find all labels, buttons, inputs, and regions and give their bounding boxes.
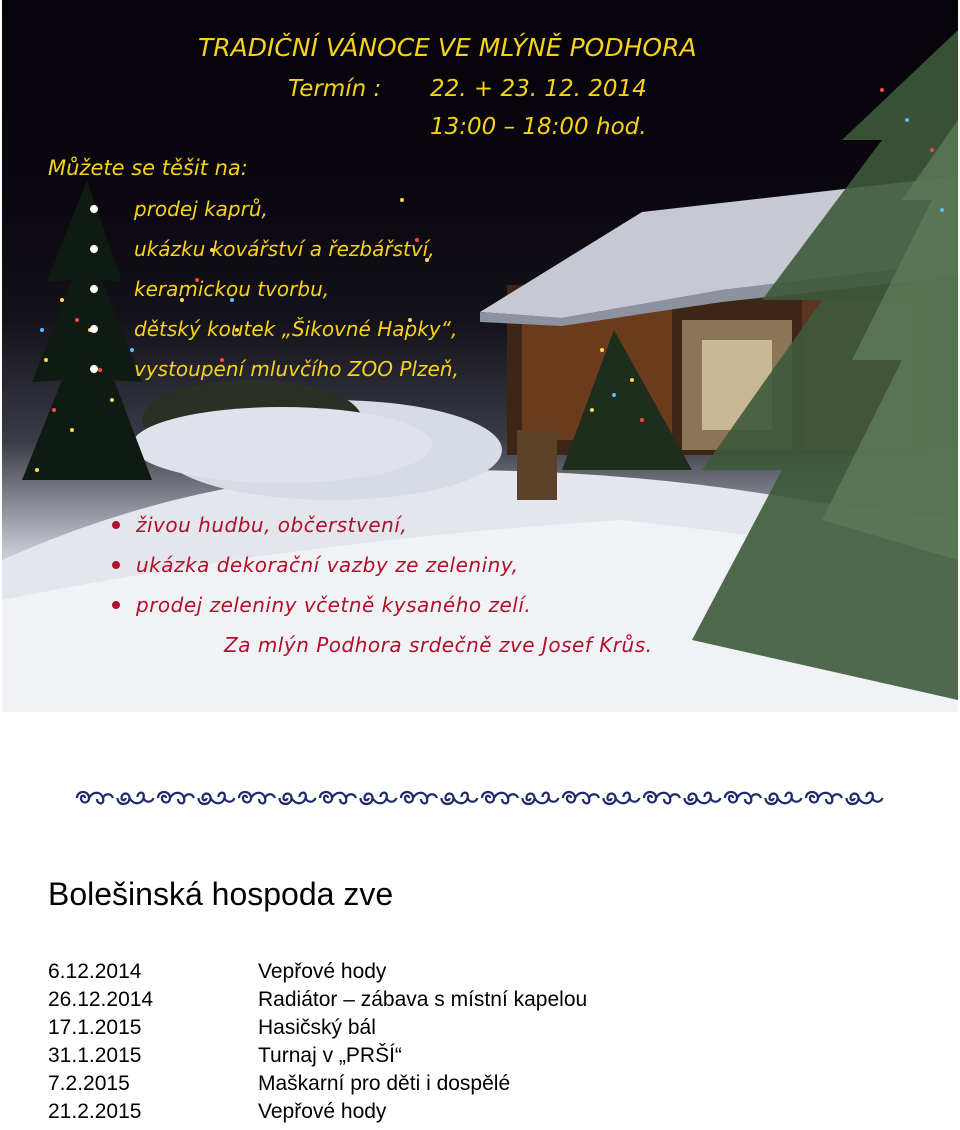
divider-ornament-icon (523, 793, 559, 804)
event-date: 26.12.2014 (48, 988, 154, 1011)
list-item (88, 234, 459, 274)
divider-ornament-icon (766, 793, 802, 804)
divider-ornament-icon (685, 793, 721, 804)
list-item (88, 274, 459, 314)
list-item (88, 354, 459, 394)
attraction-label: ukázku kovářství a řezbářství, (134, 237, 435, 261)
event-date: 17.1.2015 (48, 1016, 142, 1039)
bullet-icon (90, 325, 98, 333)
divider-ornament-icon (644, 792, 680, 803)
table-row (48, 958, 587, 986)
event-date: 21.2.2015 (48, 1100, 142, 1123)
divider-ornament-icon (158, 792, 194, 803)
extra-label: prodej zeleniny včetně kysaného zelí. (136, 593, 532, 617)
table-row (48, 1070, 587, 1098)
divider-ornament-icon (604, 793, 640, 804)
event-name: Vepřové hody (258, 960, 387, 983)
divider-ornament-icon (199, 793, 235, 804)
divider-ornament-icon (442, 793, 478, 804)
divider-ornament-icon (361, 793, 397, 804)
events-table (48, 958, 587, 1126)
event-name: Vepřové hody (258, 1100, 387, 1123)
divider-ornament-icon (482, 792, 518, 803)
poster-title: TRADIČNÍ VÁNOCE VE MLÝNĚ PODHORA (198, 33, 697, 62)
bullet-icon (90, 245, 98, 253)
divider-ornament-icon (280, 793, 316, 804)
divider-ornament-icon (320, 792, 356, 803)
hospoda-title: Bolešinská hospoda zve (48, 876, 394, 912)
divider-ornament-icon (806, 792, 842, 803)
list-item (88, 194, 459, 234)
list-item (112, 550, 531, 590)
divider-ornament-icon (563, 792, 599, 803)
attraction-label: dětský koutek „Šikovné Hapky“, (134, 317, 458, 341)
termin-label: Termín : (288, 76, 382, 102)
extra-label: ukázka dekorační vazby ze zeleniny, (136, 553, 519, 577)
termin-time: 13:00 – 18:00 hod. (430, 114, 647, 140)
event-name: Maškarní pro děti i dospělé (258, 1072, 511, 1095)
table-row (48, 1014, 587, 1042)
event-date: 7.2.2015 (48, 1072, 130, 1095)
bullet-icon (112, 521, 120, 529)
bullet-icon (90, 285, 98, 293)
bullet-icon (112, 601, 120, 609)
divider-ornament-icon (725, 792, 761, 803)
intro-text: Můžete se těšit na: (48, 156, 248, 180)
bullet-icon (90, 365, 98, 373)
event-name: Radiátor – zábava s místní kapelou (258, 988, 588, 1011)
extras-list (112, 510, 531, 630)
table-row (48, 1098, 587, 1126)
event-name: Hasičský bál (258, 1016, 376, 1039)
attraction-label: prodej kaprů, (134, 197, 268, 221)
event-date: 31.1.2015 (48, 1044, 142, 1067)
divider-ornament-icon (401, 792, 437, 803)
attraction-label: vystoupení mluvčího ZOO Plzeň, (134, 357, 459, 381)
divider-ornament-icon (118, 793, 154, 804)
extra-label: živou hudbu, občerstvení, (136, 513, 408, 537)
event-date: 6.12.2014 (48, 960, 142, 983)
list-item (112, 590, 531, 630)
divider-ornament-icon (847, 793, 883, 804)
bullet-icon (90, 205, 98, 213)
ornamental-divider (75, 787, 887, 809)
bullet-icon (112, 561, 120, 569)
christmas-poster (2, 0, 958, 712)
attraction-label: keramickou tvorbu, (134, 277, 330, 301)
divider-ornament-icon (77, 792, 113, 803)
termin-date: 22. + 23. 12. 2014 (430, 76, 647, 102)
event-name: Turnaj v „PRŠÍ“ (258, 1044, 402, 1067)
table-row (48, 986, 587, 1014)
attractions-list (88, 194, 459, 394)
invitation-text: Za mlýn Podhora srdečně zve Josef Krůs. (224, 633, 653, 657)
divider-ornament-icon (239, 792, 275, 803)
list-item (112, 510, 531, 550)
list-item (88, 314, 459, 354)
table-row (48, 1042, 587, 1070)
